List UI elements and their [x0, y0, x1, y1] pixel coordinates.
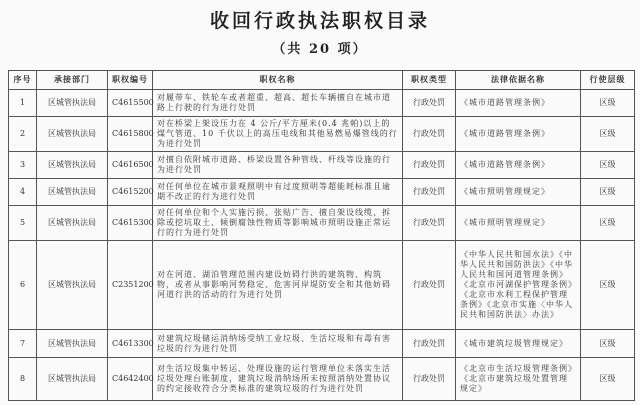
- row-level: 区级: [581, 206, 635, 241]
- row-name: 对任何单位在城市景观照明中有过度照明等超能耗标准且逾期不改正的行为进行处罚: [153, 179, 403, 206]
- row-dept: 区城管执法局: [37, 330, 108, 358]
- row-code: C4615200: [108, 179, 153, 206]
- row-name: 对任何单位和个人实施污损、张贴广告、擅自架设线缆、拆除或挖坑取土、倾倒腐蚀性物质等影响城市照明设施正常运行的行为进行处罚: [153, 206, 403, 241]
- row-code: C4615500: [108, 90, 153, 117]
- row-dept: 区城管执法局: [37, 117, 108, 152]
- row-seq: 7: [9, 330, 37, 358]
- row-type: 行政处罚: [403, 179, 456, 206]
- row-seq: 4: [9, 179, 37, 206]
- row-dept: 区城管执法局: [37, 241, 108, 330]
- row-level: 区级: [581, 241, 635, 330]
- row-level: 区级: [581, 358, 635, 401]
- row-dept: 区城管执法局: [37, 152, 108, 179]
- row-level: 区级: [581, 90, 635, 117]
- row-type: 行政处罚: [403, 358, 456, 401]
- row-type: 行政处罚: [403, 152, 456, 179]
- table-row: [9, 90, 635, 117]
- row-name: 对生活垃圾集中转运、处理设施的运行管理单位未落实生活垃圾处理台账制度，建筑垃圾消纳场所未按照消纳处置协议的约定接收符合分类标准的建筑垃圾的行为进行处罚: [153, 358, 403, 401]
- row-type: 行政处罚: [403, 117, 456, 152]
- header-seq: 序号: [9, 71, 37, 90]
- row-dept: 区城管执法局: [37, 90, 108, 117]
- row-code: C4615300: [108, 206, 153, 241]
- row-law: 《城市道路管理条例》: [456, 90, 581, 117]
- row-name: 对擅自依附城市道路、桥梁设置各种管线、杆线等设施的行为进行处罚: [153, 152, 403, 179]
- row-code: C4615800: [108, 117, 153, 152]
- row-code: C2351200: [108, 241, 153, 330]
- row-name: 对在河道、湖泊管理范围内建设妨碍行洪的建筑物、构筑物，或者从事影响河势稳定、危害河岸堤防安全和其他妨碍河道行洪的活动的行为进行处罚: [153, 241, 403, 330]
- row-level: 区级: [581, 117, 635, 152]
- row-seq: 2: [9, 117, 37, 152]
- row-law: 《城市照明管理规定》: [456, 179, 581, 206]
- page-title: 收回行政执法职权目录: [209, 10, 430, 32]
- header-law: 法律依据名称: [456, 71, 581, 90]
- row-law: 《城市道路管理条例》: [456, 152, 581, 179]
- row-level: 区级: [581, 152, 635, 179]
- row-law: 《城市建筑垃圾管理规定》: [456, 330, 581, 358]
- header-code: 职权编号: [108, 71, 153, 90]
- row-type: 行政处罚: [403, 330, 456, 358]
- row-law: 《城市照明管理规定》: [456, 206, 581, 241]
- page-subtitle: （共 20 项）: [272, 42, 368, 57]
- row-seq: 3: [9, 152, 37, 179]
- table-row: [9, 152, 635, 179]
- row-seq: 1: [9, 90, 37, 117]
- header-name: 职权名称: [153, 71, 403, 90]
- row-dept: 区城管执法局: [37, 358, 108, 401]
- row-code: C4616500: [108, 152, 153, 179]
- table-row: [9, 358, 635, 401]
- row-level: 区级: [581, 330, 635, 358]
- row-seq: 5: [9, 206, 37, 241]
- row-code: C4642400: [108, 358, 153, 401]
- row-type: 行政处罚: [403, 241, 456, 330]
- table-row: [9, 117, 635, 152]
- row-law: 《北京市生活垃圾管理条例》《北京市建筑垃圾处置管理规定》: [456, 358, 581, 401]
- table-row: [9, 330, 635, 358]
- row-name: 对履带车、铁轮车或者超重、超高、超长车辆擅自在城市道路上行驶的行为进行处罚: [153, 90, 403, 117]
- row-name: 对建筑垃圾储运消纳场受纳工业垃圾、生活垃圾和有毒有害垃圾的行为进行处罚: [153, 330, 403, 358]
- header-type: 职权类型: [403, 71, 456, 90]
- row-dept: 区城管执法局: [37, 179, 108, 206]
- header-dept: 承接部门: [37, 71, 108, 90]
- table-row: [9, 206, 635, 241]
- row-code: C4613300: [108, 330, 153, 358]
- row-seq: 8: [9, 358, 37, 401]
- row-level: 区级: [581, 179, 635, 206]
- authority-table: [8, 70, 635, 401]
- table-header-row: [9, 71, 635, 90]
- row-seq: 6: [9, 241, 37, 330]
- row-type: 行政处罚: [403, 206, 456, 241]
- row-type: 行政处罚: [403, 90, 456, 117]
- table-row: [9, 179, 635, 206]
- row-law: 《城市道路管理条例》: [456, 117, 581, 152]
- table-row: [9, 241, 635, 330]
- row-dept: 区城管执法局: [37, 206, 108, 241]
- row-law: 《中华人民共和国水法》《中华人民共和国防洪法》《中华人民共和国河道管理条例》《北京市河湖保护管理条例》《北京市水利工程保护管理条例》《北京市实施〈中华人民共和国防洪法〉办法》: [456, 241, 581, 330]
- row-name: 对在桥梁上架设压力在 4 公斤/平方厘米(0.4 兆帕)以上的煤气管道、10 千伏以上的高压电线和其他易燃易爆管线的行为进行处罚: [153, 117, 403, 152]
- header-level: 行使层级: [581, 71, 635, 90]
